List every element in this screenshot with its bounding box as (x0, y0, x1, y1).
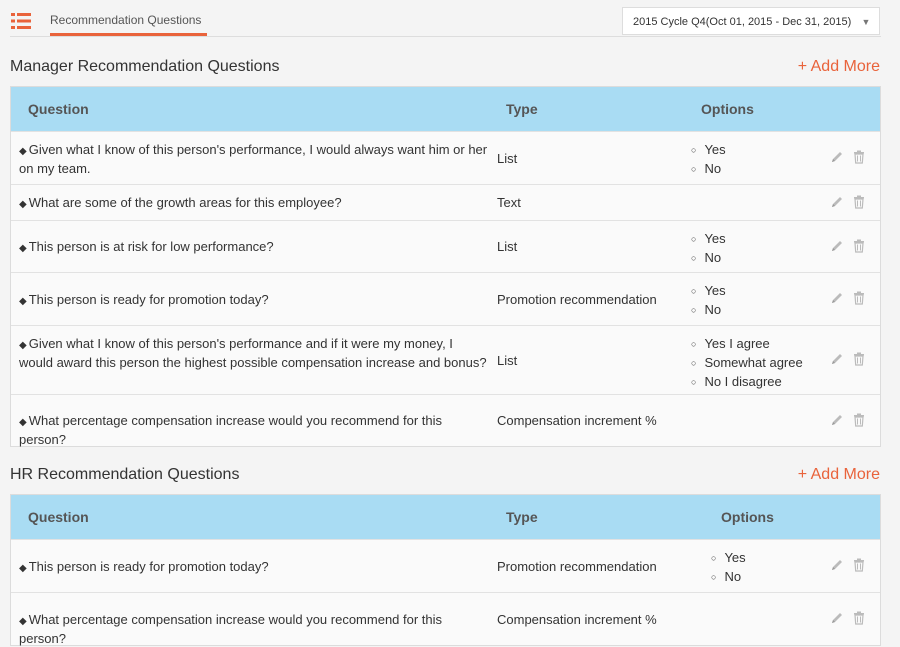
question-cell (19, 412, 489, 448)
edit-pencil-icon[interactable] (830, 611, 844, 625)
column-header-question: Question (28, 509, 89, 525)
table-row (11, 184, 880, 220)
question-text: What percentage compensation increase would you recommend for this person? (19, 413, 443, 447)
question-text: Given what I know of this person's performance, I would always want him or her on my team. (19, 142, 488, 176)
edit-pencil-icon[interactable] (830, 195, 844, 209)
option-item: ○ No (711, 568, 746, 587)
question-text: What percentage compensation increase would you recommend for this person? (19, 612, 443, 646)
edit-pencil-icon[interactable] (830, 352, 844, 366)
option-item: ○ No (691, 160, 726, 179)
table-row (11, 272, 880, 325)
row-actions (830, 239, 870, 255)
row-actions (830, 195, 870, 211)
edit-pencil-icon[interactable] (830, 558, 844, 572)
column-header-question: Question (28, 101, 89, 117)
delete-trash-icon[interactable] (852, 195, 866, 209)
column-header-type: Type (506, 509, 538, 525)
option-item: ○ Yes (711, 549, 746, 568)
row-actions (830, 150, 870, 166)
type-cell: Text (497, 195, 521, 210)
row-actions (830, 352, 870, 368)
option-item: ○ Yes (691, 141, 726, 160)
question-text: This person is ready for promotion today? (28, 559, 269, 574)
drag-sort-icon[interactable]: ◆ (19, 563, 26, 574)
question-cell (19, 141, 489, 177)
table-row (11, 539, 880, 592)
option-item: ○ No (691, 249, 726, 268)
question-text: This person is at risk for low performance? (28, 239, 274, 254)
divider (10, 36, 881, 37)
row-actions (830, 558, 870, 574)
question-cell (19, 611, 489, 647)
type-cell: Promotion recommendation (497, 559, 657, 574)
chevron-down-icon: ▼ (853, 8, 879, 34)
edit-pencil-icon[interactable] (830, 413, 844, 427)
type-cell: Compensation increment % (497, 612, 657, 627)
question-text: This person is ready for promotion today? (28, 292, 269, 307)
hr-section-title: HR Recommendation Questions (10, 466, 240, 483)
edit-pencil-icon[interactable] (830, 291, 844, 305)
question-cell (19, 238, 489, 257)
options-cell (711, 549, 746, 587)
column-header-options: Options (721, 509, 774, 525)
drag-sort-icon[interactable]: ◆ (19, 340, 26, 351)
delete-trash-icon[interactable] (852, 413, 866, 427)
delete-trash-icon[interactable] (852, 352, 866, 366)
manager-section-title: Manager Recommendation Questions (10, 58, 280, 75)
options-cell (691, 282, 726, 320)
type-cell: List (497, 239, 518, 254)
question-cell (19, 194, 489, 213)
cycle-select-value: 2015 Cycle Q4(Oct 01, 2015 - Dec 31, 2015) (633, 16, 852, 28)
option-item: ○ Yes (691, 282, 726, 301)
options-cell (691, 335, 803, 392)
delete-trash-icon[interactable] (852, 150, 866, 164)
option-item: ○ Yes I agree (691, 335, 803, 354)
drag-sort-icon[interactable]: ◆ (19, 417, 26, 428)
options-cell (691, 141, 726, 179)
row-actions (830, 291, 870, 307)
manager-add-more-button[interactable]: + Add More (797, 58, 880, 75)
table-header (11, 87, 880, 131)
tab-recommendation-questions[interactable]: Recommendation Questions (50, 13, 202, 27)
type-cell: List (497, 151, 518, 166)
question-cell (19, 291, 489, 310)
table-row (11, 325, 880, 394)
type-cell: Promotion recommendation (497, 292, 657, 307)
option-item: ○ Yes (691, 230, 726, 249)
table-row (11, 394, 880, 446)
row-actions (830, 413, 870, 429)
column-header-options: Options (701, 101, 754, 117)
manager-questions-table (10, 86, 881, 447)
hr-questions-table (10, 494, 881, 646)
delete-trash-icon[interactable] (852, 558, 866, 572)
question-text: What are some of the growth areas for this employee? (28, 195, 342, 210)
row-actions (830, 611, 870, 627)
drag-sort-icon[interactable]: ◆ (19, 616, 26, 627)
edit-pencil-icon[interactable] (830, 239, 844, 253)
edit-pencil-icon[interactable] (830, 150, 844, 164)
table-header (11, 495, 880, 539)
table-row (11, 220, 880, 272)
options-cell (691, 230, 726, 268)
question-text: Given what I know of this person's performance and if it were my money, I would award this person the highest possible compensation increase and bonus? (19, 336, 487, 370)
type-cell: Compensation increment % (497, 413, 657, 428)
option-item: ○ Somewhat agree (691, 354, 803, 373)
option-item: ○ No (691, 301, 726, 320)
delete-trash-icon[interactable] (852, 291, 866, 305)
hr-add-more-button[interactable]: + Add More (797, 466, 880, 483)
delete-trash-icon[interactable] (852, 611, 866, 625)
table-row (11, 131, 880, 184)
drag-sort-icon[interactable]: ◆ (19, 199, 26, 210)
type-cell: List (497, 353, 518, 368)
drag-sort-icon[interactable]: ◆ (19, 146, 26, 157)
column-header-type: Type (506, 101, 538, 117)
drag-sort-icon[interactable]: ◆ (19, 243, 26, 254)
delete-trash-icon[interactable] (852, 239, 866, 253)
list-menu-icon[interactable] (11, 13, 31, 29)
drag-sort-icon[interactable]: ◆ (19, 296, 26, 307)
top-bar (0, 0, 900, 37)
option-item: ○ No I disagree (691, 373, 803, 392)
question-cell (19, 558, 489, 577)
table-row (11, 592, 880, 645)
question-cell (19, 335, 489, 371)
cycle-select[interactable] (622, 7, 880, 35)
